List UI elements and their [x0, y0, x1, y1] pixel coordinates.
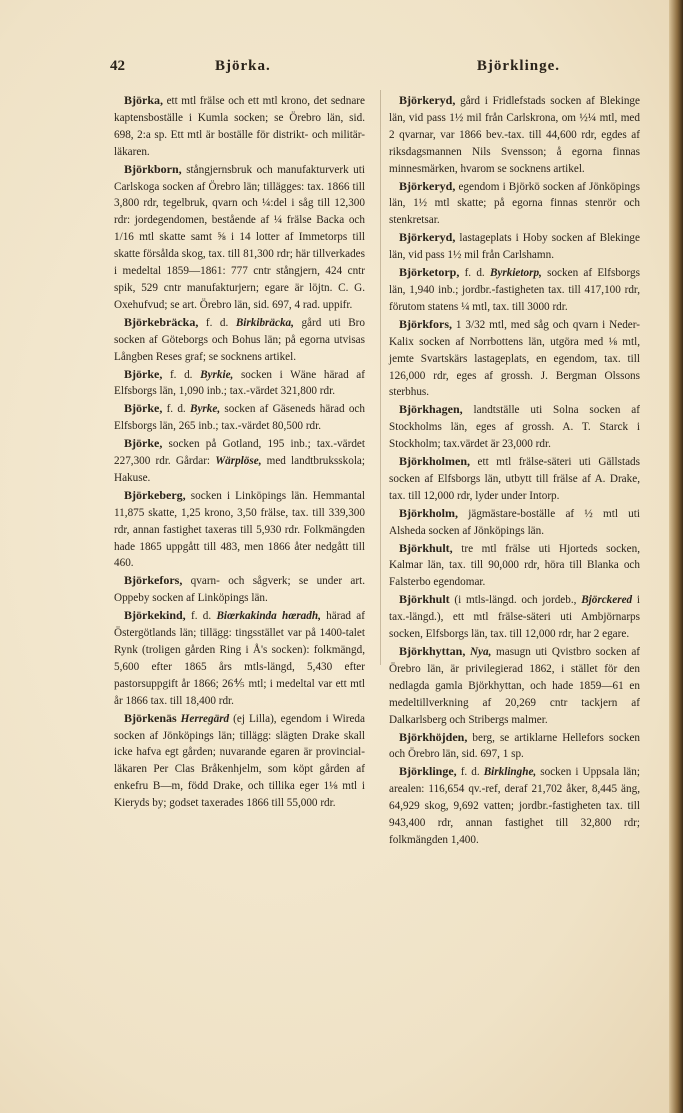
entry-text: gård i Fridlefstads socken af Blekinge län, vid pass 1½ mil från Carlskrona, om ½¼ mtl, med 2 qvarnar, var 1866 bev.-tax. till 44,600 rdr, egdes af riksdagsmannen Nils Svensson; å egorna finnas minnesmärken, hvarom se socknens artikel. [389, 95, 640, 175]
entry-old-form: Birkibräcka, [235, 316, 294, 329]
entry-prefix: f. d. [456, 766, 484, 779]
entry-headword: Björkhyttan, [399, 644, 466, 658]
entry-text: jägmästare-boställe af ½ mtl uti Alsheda socken af Jönköpings län. [389, 507, 640, 537]
dictionary-entry [389, 178, 640, 230]
dictionary-entry [114, 314, 365, 366]
entry-prefix: f. d. [198, 316, 236, 329]
entry-old-form: Byrke, [189, 403, 221, 416]
entry-headword: Björkeberg, [124, 487, 186, 502]
dictionary-entry [114, 607, 365, 709]
entry-headword: Björketorp, [399, 265, 460, 280]
entry-old-form: Byrkie, [200, 368, 234, 381]
entry-old-form: Herregärd [180, 712, 230, 725]
entry-text: socken i Uppsala län; arealen: 116,654 qv.-ref, deraf 21,702 åker, 8,445 äng, 64,929 skog, 9,692 vatten; jordbr.-fastigheten tax. till 943,400 rdr, annan fastighet till 32,800 rdr; folkmängden 1,400. [389, 766, 640, 846]
entry-prefix: f. d. [185, 610, 217, 623]
dictionary-entry [114, 366, 365, 401]
page-number: 42 [110, 58, 125, 74]
page-header [110, 58, 560, 80]
entry-text: masugn uti Qvistbro socken af Örebro län, är privilegierad 1862, i stället för den nedlagda gamla Björkhyttan, och hade 1859—61 en medeltillverkning af 20,269 cntr tackjern af Dalkarlsberg och Stribergs malmer. [389, 646, 641, 726]
entry-headword: Björkborn, [124, 161, 182, 176]
entry-headword: Björkholm, [399, 505, 459, 520]
entry-headword: Björke, [124, 436, 163, 451]
entry-prefix: socken på Gotland, 195 inb.; tax.-värdet 227,300 rdr. Gårdar: [114, 438, 365, 468]
dictionary-entry [389, 264, 640, 316]
entry-headword: Björklinge, [399, 764, 457, 779]
dictionary-entry [114, 435, 365, 487]
right-column [389, 92, 640, 849]
dictionary-entry [114, 487, 365, 573]
dictionary-entry [389, 643, 640, 729]
entry-text: gård uti Bro socken af Göteborgs och Bohus län; på egorna utvisas Långben Reses graf; se socknens artikel. [114, 316, 365, 363]
entry-headword: Björke, [124, 366, 163, 381]
entry-headword: Björkekind, [124, 608, 186, 623]
dictionary-entry [389, 591, 640, 643]
entry-text: socken af Gäseneds härad och Elfsborgs län, 265 inb.; tax.-värdet 80,500 rdr. [114, 403, 365, 433]
dictionary-entry [114, 92, 365, 161]
entry-headword: Björkenäs [124, 710, 177, 725]
entry-text: lastageplats i Hoby socken af Blekinge län, vid pass 1½ mil från Carlshamn. [389, 232, 640, 262]
entry-text: landtställe uti Solna socken af Stockholms län, eges af grossh. A. T. Starck i Stockholm; tax.värdet är 23,000 rdr. [389, 404, 640, 451]
entry-headword: Björkhult [399, 592, 450, 607]
dictionary-entry [389, 763, 640, 849]
dictionary-entry [389, 540, 640, 592]
dictionary-entry [389, 729, 640, 764]
entry-text: tre mtl frälse uti Hjorteds socken, Kalmar län, tax. till 90,000 rdr, höra till Blanka och Falsterbo egendomar. [389, 542, 640, 589]
entry-text: egendom i Björkö socken af Jönköpings län, 1½ mtl skatte; på egorna finnas stenrör och stenkretsar. [389, 180, 640, 227]
entry-headword: Björkefors, [124, 573, 183, 588]
book-spine-edge [669, 0, 683, 1113]
entry-old-form: Birklinghe, [483, 766, 537, 779]
entry-headword: Björkholmen, [399, 454, 471, 469]
entry-prefix: f. d. [162, 368, 201, 381]
entry-text: berg, se artiklarne Hellefors socken och Örebro län, sid. 697, 1 sp. [389, 731, 640, 761]
column-divider [380, 90, 381, 665]
entry-text: med landtbruksskola; Hakuse. [114, 455, 366, 484]
entry-prefix: f. d. [459, 267, 490, 280]
entry-headword: Björkeryd, [399, 178, 456, 193]
entry-text: härad af Östergötlands län; tillägg: tingsstället var på 1400-talet Rynk (troligen gården Ring i Å's socken): folkmängd, 5,600 efter 1865 års mtls-längd, 5,430 efter pastorsuppgift år 1866; 26⅘ mtl; i medeltal var ett mtl år 1866 tax. till 18,400 rdr. [114, 610, 365, 707]
dictionary-entry [389, 453, 640, 505]
dictionary-entry [114, 572, 365, 607]
entry-old-form: Byrkietorp, [489, 267, 542, 280]
dictionary-entry [389, 401, 640, 453]
entry-headword: Björkeryd, [399, 93, 456, 107]
entry-old-form: Wärplöse, [215, 455, 262, 468]
entry-text: 1 3/32 mtl, med såg och qvarn i Neder-Kalix socken af Norrbottens län, utgöra med ⅛ mtl, jemte Svartskärs lastageplats, en egendom, tax. till 126,000 rdr, eges af grossh. J. Bergman Olssons sterbhus. [389, 318, 640, 399]
entry-prefix: (i mtls-längd. och jordeb., [449, 594, 582, 607]
dictionary-entry [114, 161, 365, 314]
entry-headword: Björkeryd, [399, 230, 456, 245]
left-column [114, 92, 365, 812]
entry-text: (ej Lilla), egendom i Wireda socken af Jönköpings län; tillägg: slägten Drake skall icke hafva egt gården; nuvarande egaren är provincial-läkaren Per Clas Bråkenhjelm, som köpt gården af enkefru B—m, född Drake, och tillika eger 1⅛ mtl i Kieryds by; godset taxerades 1866 till 55,000 rdr. [114, 712, 365, 810]
entry-text: socken i Wäne härad af Elfsborgs län, 1,090 inb.; tax.-värdet 321,800 rdr. [114, 368, 366, 398]
entry-text: ett mtl frälse och ett mtl krono, det sednare kaptensboställe i Kumla socken; se Örebro län, sid. 698, 2:a sp. Ett mtl är boställe för distrikt- och militär-läkaren. [114, 95, 365, 158]
dictionary-entry [389, 229, 640, 264]
entry-text: socken af Elfsborgs län, 1,940 inb.; jordbr.-fastigheten tax. till 417,100 rdr, förutom statens ¼ mtl, tax. till 3000 rdr. [389, 267, 640, 313]
entry-text: qvarn- och sågverk; se under art. Oppeby socken af Linköpings län. [114, 575, 365, 605]
dictionary-entry [389, 316, 640, 402]
entry-prefix: f. d. [162, 403, 190, 416]
entry-text: ett mtl frälse-säteri uti Gällstads socken af Elfsborgs län, utbytt till frälse af A. Drake, tax. till 12,000 rdr, lyder under Intorp. [389, 456, 640, 502]
entry-old-form: Nya, [469, 646, 492, 658]
dictionary-entry [114, 400, 365, 435]
entry-headword: Björke, [124, 401, 163, 416]
entry-headword: Björka, [124, 93, 163, 107]
dictionary-entry [114, 710, 365, 812]
entry-text: stångjernsbruk och manufakturverk uti Carlskoga socken af Örebro län; tillägges: tax. 1866 till 3,800 rdr, tegelbruk, qvarn och ¼:del i såg till 12,300 rdr: jordegendomen, bestående af ¼ frälse Backa och 1/16 mtl skatte samt ⅝ i 14 lotter af Immetorps till skatte försålda skog, tax. till 81,300 rdr; här tillverkades i medeltal 1859—1861: 777 cntr stångjern, 424 cntr spik, 529 cntr manufakturjern; egare är löjtn. C. G. Oxehufvud; se art. Örebro län, sid. 697, 4 rad. uppifr. [114, 163, 365, 311]
dictionary-entry [389, 92, 640, 178]
entry-text: socken i Linköpings län. Hemmantal 11,875 skatte, 1,25 krono, 3,50 frälse, tax. till 339,300 rdr, annan fastighet taxeras till 5,930 rdr. Folkmängden hade 1865 uppgått till 483, men 1866 åter nedgått till 460. [114, 489, 365, 570]
entry-old-form: Björckered [581, 594, 633, 607]
entry-headword: Björkfors, [399, 316, 452, 331]
entry-headword: Björkhult, [399, 540, 453, 555]
entry-headword: Björkhagen, [399, 402, 463, 417]
entry-text: i tax.-längd.), ett mtl frälse-säteri uti Ambjörnarps socken, Elfsborgs län, tax. till 12,000 rdr, har 2 egare. [389, 594, 641, 641]
entry-headword: Björkhöjden, [399, 729, 468, 744]
running-head-left: Björka. [215, 58, 271, 74]
entry-old-form: Biœrkakinda hœradh, [216, 610, 321, 623]
dictionary-entry [389, 505, 640, 540]
running-head-right: Björklinge. [476, 58, 560, 74]
entry-headword: Björkebräcka, [124, 314, 199, 329]
